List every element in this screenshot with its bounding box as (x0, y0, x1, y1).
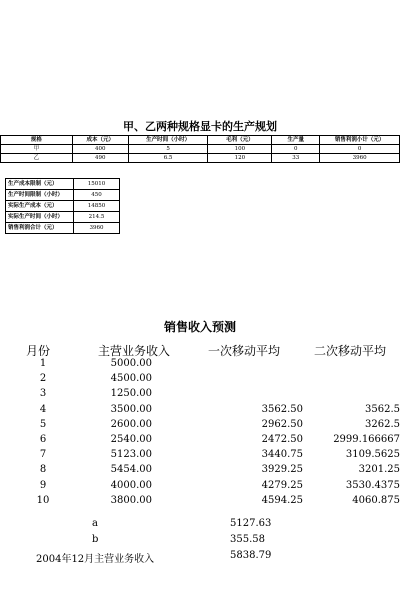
ma1-cell: 4594.25 (261, 494, 303, 506)
month-cell: 6 (39, 434, 47, 445)
table-cell: 3960 (320, 154, 400, 163)
ma1-cell: 3929.25 (261, 464, 303, 476)
revenue-cell: 4500.00 (110, 373, 152, 385)
table-cell: 100 (208, 145, 272, 154)
revenue-cell: 1250.00 (110, 388, 152, 400)
table-cell: 0 (272, 145, 320, 154)
table-cell: 0 (320, 145, 400, 154)
table-row (6, 190, 120, 201)
table-row (6, 223, 120, 234)
summary-value: 214.5 (74, 212, 120, 223)
production-header-row (1, 136, 400, 145)
ma2-cell: 3262.5 (365, 418, 400, 430)
summary-label: 生产时间限制（小时） (6, 190, 74, 201)
month-cell: 1 (39, 358, 47, 369)
forecast-title: 销售收入预测 (163, 320, 236, 334)
production-table (0, 135, 400, 163)
revenue-header: 主营业务收入 (98, 344, 171, 358)
month-header: 月份 (26, 344, 51, 358)
summary-value: 15010 (74, 179, 120, 190)
result-label-forecast: 2004年12月主营业务收入 (36, 554, 155, 565)
column-header: 规格 (1, 136, 73, 145)
ma1-cell: 2962.50 (261, 418, 303, 430)
revenue-cell: 2600.00 (110, 418, 152, 430)
summary-value: 14850 (74, 201, 120, 212)
column-header: 毛利（元） (208, 136, 272, 145)
ma1-cell: 3440.75 (261, 449, 303, 461)
table-row (1, 154, 400, 163)
ma2-header: 二次移动平均 (314, 344, 387, 358)
month-cell: 10 (36, 494, 50, 506)
ma2-cell: 3530.4375 (345, 479, 400, 491)
table-row (6, 212, 120, 223)
summary-value: 3960 (74, 223, 120, 234)
month-cell: 7 (39, 449, 47, 461)
table-cell: 5 (128, 145, 208, 154)
revenue-cell: 5454.00 (110, 464, 152, 476)
month-cell: 9 (39, 479, 47, 491)
table-cell: 120 (208, 154, 272, 163)
month-cell: 5 (39, 418, 47, 430)
table-row (6, 201, 120, 212)
summary-label: 实际生产时间（小时） (6, 212, 74, 223)
revenue-cell: 5123.00 (110, 449, 152, 461)
ma2-cell: 2999.166667 (333, 434, 400, 445)
ma2-cell: 4060.875 (352, 494, 400, 506)
column-header: 生产量 (272, 136, 320, 145)
table-row (6, 179, 120, 190)
revenue-cell: 3800.00 (110, 494, 152, 506)
production-title: 甲、乙两种规格显卡的生产规划 (123, 120, 277, 133)
result-value-b: 355.58 (230, 534, 265, 545)
ma2-cell: 3201.25 (358, 464, 400, 476)
table-cell: 490 (72, 154, 128, 163)
summary-label: 生产成本限制（元） (6, 179, 74, 190)
table-cell: 400 (72, 145, 128, 154)
column-header: 成本（元） (72, 136, 128, 145)
revenue-cell: 3500.00 (110, 403, 152, 415)
ma1-header: 一次移动平均 (208, 344, 281, 358)
result-label-a: a (92, 518, 98, 529)
table-cell: 乙 (1, 154, 73, 163)
column-header: 销售利润小计（元） (320, 136, 400, 145)
ma1-cell: 4279.25 (261, 479, 303, 491)
table-cell: 6.5 (128, 154, 208, 163)
ma2-cell: 3109.5625 (345, 449, 400, 461)
summary-label: 实际生产成本（元） (6, 201, 74, 212)
result-value-forecast: 5838.79 (230, 550, 272, 561)
result-label-b: b (92, 534, 99, 545)
ma2-cell: 3562.5 (365, 403, 400, 415)
summary-label: 销售利润合计（元） (6, 223, 74, 234)
result-value-a: 5127.63 (230, 518, 272, 529)
ma1-cell: 3562.50 (261, 403, 303, 415)
column-header: 生产时间（小时） (128, 136, 208, 145)
month-cell: 4 (39, 403, 47, 415)
revenue-cell: 4000.00 (110, 479, 152, 491)
summary-value: 450 (74, 190, 120, 201)
table-cell: 甲 (1, 145, 73, 154)
table-cell: 33 (272, 154, 320, 163)
month-cell: 8 (39, 464, 47, 476)
ma1-cell: 2472.50 (261, 434, 303, 445)
month-cell: 2 (39, 373, 47, 385)
month-cell: 3 (39, 388, 47, 400)
table-row (1, 145, 400, 154)
revenue-cell: 2540.00 (110, 434, 152, 445)
revenue-cell: 5000.00 (110, 358, 152, 369)
summary-table (5, 178, 120, 234)
